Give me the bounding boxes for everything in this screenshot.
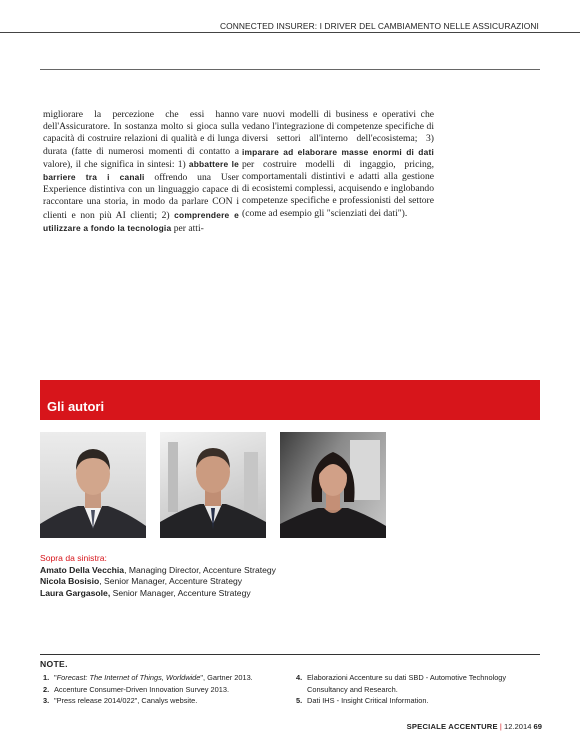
author-photo-1 xyxy=(40,432,146,538)
body-text: offrendo una User Experience distintiva con un linguaggio capace di raccontare una storia, in modo da parlare CON i clienti e non più AI clienti; 2) xyxy=(43,172,239,221)
portrait-man-city xyxy=(160,432,266,538)
body-text: per costruire modelli di ingaggio, pricing, comportamentali distintivi e adatti alla gestione di ecosistemi complessi, acquisendo e inglobando competenze specifiche e professionisti del settore (come ad esempio gli "scienziati dei dati"). xyxy=(242,158,434,219)
note-text: "Press release 2014/022", Canalys website. xyxy=(54,696,198,706)
author-photo-3 xyxy=(280,432,386,538)
footer-date: 12.2014 xyxy=(503,722,532,731)
note-text: Elaborazioni Accenture su dati SBD - Automotive Technology Consultancy and Research. xyxy=(307,673,507,694)
notes-column-right xyxy=(296,672,540,707)
notes-column-left xyxy=(43,672,283,707)
note-text: Accenture Consumer-Driven Innovation Survey 2013. xyxy=(54,684,230,694)
portrait-man-suit xyxy=(40,432,146,538)
running-head: CONNECTED INSURER: I DRIVER DEL CAMBIAMENTO NELLE ASSICURAZIONI xyxy=(219,21,539,31)
author-role: , Managing Director, Accenture Strategy xyxy=(124,564,276,575)
author-line xyxy=(40,588,340,600)
author-role: , Senior Manager, Accenture Strategy xyxy=(99,576,243,587)
note-item xyxy=(43,684,283,696)
body-column-left xyxy=(43,109,239,235)
notes-rule xyxy=(40,654,540,655)
note-number: 5. xyxy=(296,696,303,706)
body-text: per atti- xyxy=(171,222,204,234)
author-photo-2 xyxy=(160,432,266,538)
note-number: 4. xyxy=(296,673,303,682)
authors-section-title: Gli autori xyxy=(47,399,105,414)
body-text: migliorare la percezione che essi hanno dell'Assicuratore. In sostanza molto si gioca sulla capacità di costruire relazioni di qualità e di lunga durata (fatte di numerosi momenti di contatto a valore), il che significa in sintesi: 1) xyxy=(43,109,239,170)
page-footer xyxy=(380,722,542,731)
note-text: ", Gartner 2013. xyxy=(200,673,253,682)
note-item xyxy=(296,695,540,707)
section-rule xyxy=(40,69,540,70)
author-name: Amato Della Vecchia xyxy=(40,564,125,575)
author-name: Nicola Bosisio xyxy=(40,576,100,587)
note-number: 3. xyxy=(43,696,50,706)
note-item xyxy=(43,672,283,684)
body-emphasis: comprendere e utilizzare a fondo la tecnologia xyxy=(43,209,239,233)
body-emphasis: abbattere le barriere tra i canali xyxy=(43,158,239,183)
author-name: Laura Gargasole, xyxy=(40,587,111,598)
authors-caption xyxy=(40,553,340,599)
note-item xyxy=(296,672,540,695)
notes-title: NOTE. xyxy=(40,659,68,669)
portrait-woman-office xyxy=(280,432,386,538)
footer-separator: | xyxy=(499,722,502,731)
note-text: Dati IHS - Insight Critical Information. xyxy=(307,696,429,706)
note-text: " xyxy=(54,673,57,682)
note-item xyxy=(43,695,283,707)
body-emphasis: imparare ad elaborare masse enormi di dati xyxy=(242,146,434,157)
note-number: 2. xyxy=(43,684,50,694)
note-italic: Forecast: The Internet of Things, Worldwide xyxy=(56,673,201,682)
footer-title: SPECIALE ACCENTURE xyxy=(406,722,498,731)
note-number: 1. xyxy=(43,673,50,682)
caption-heading: Sopra da sinistra: xyxy=(40,553,107,563)
author-line xyxy=(40,565,340,577)
body-text: vare nuovi modelli di business e operativi che vedano l'integrazione di competenze specifiche di diversi settori all'interno dell'ecosistema; 3) xyxy=(242,109,434,145)
author-role: Senior Manager, Accenture Strategy xyxy=(110,587,251,598)
body-column-right xyxy=(242,109,434,220)
header-rule xyxy=(0,32,580,33)
authors-section-band xyxy=(40,380,540,420)
page-number: 69 xyxy=(533,722,542,731)
author-line xyxy=(40,576,340,588)
